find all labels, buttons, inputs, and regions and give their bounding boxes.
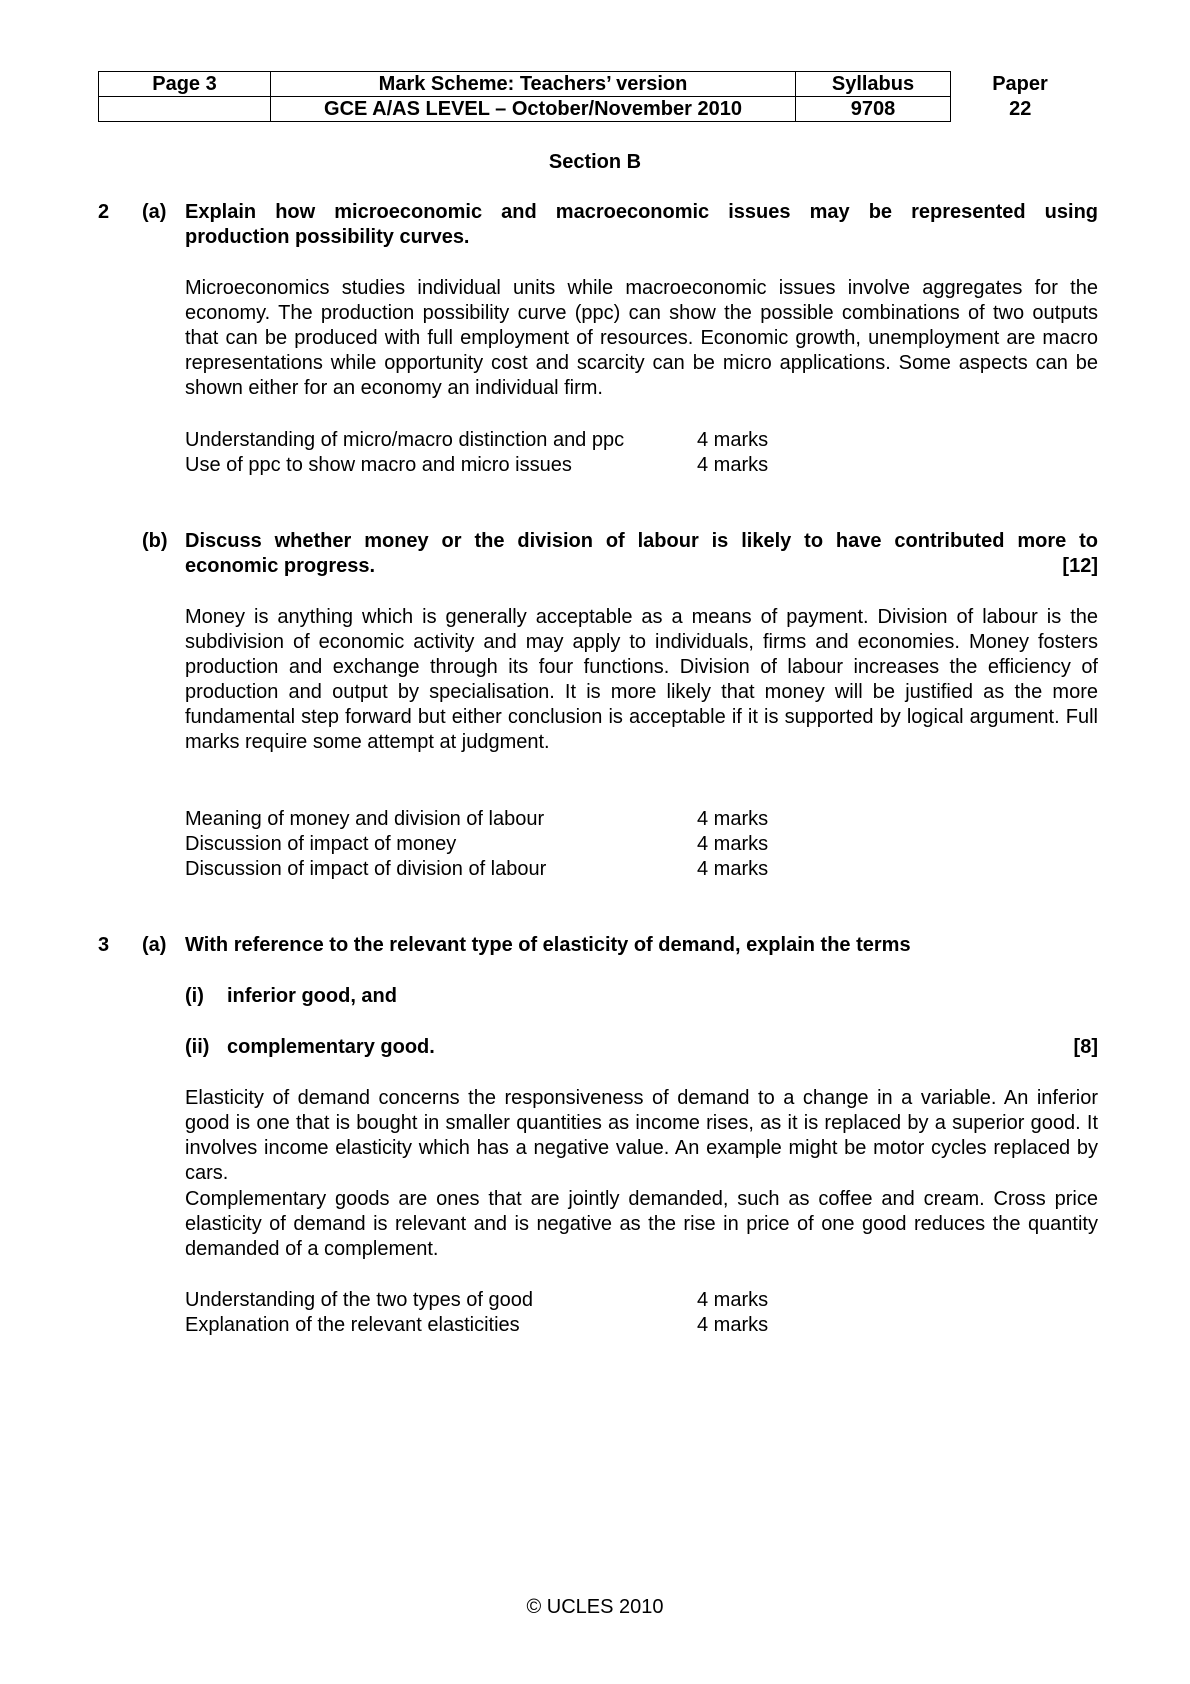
q2a-label: (a) (142, 201, 167, 223)
q2a-question-line2: production possibility curves. (185, 226, 470, 248)
mark-value: 4 marks (697, 833, 769, 855)
mark-value: 4 marks (697, 1314, 769, 1336)
section-title: Section B (548, 151, 642, 173)
q2b-question-line2: economic progress. (185, 555, 376, 577)
mark-criterion: Discussion of impact of division of labour (185, 858, 547, 880)
mark-value: 4 marks (697, 858, 769, 880)
q2a-question-line1: Explain how microeconomic and macroeconomic issues may be represented using (185, 201, 1098, 223)
q2a-answer: Microeconomics studies individual units while macroeconomic issues involve aggregates for the economy. The production possibility curve (ppc) can show the possible combinations of two outputs that can be produced with full employment of resources. Economic growth, unemployment are macro representations while opportunity cost and scarcity can be micro applications. Some aspects can be shown either for an economy an individual firm. (185, 277, 1098, 399)
header-paper-number: 22 (1009, 98, 1032, 120)
question-number-2: 2 (98, 201, 110, 223)
mark-criterion: Meaning of money and division of labour (185, 808, 545, 830)
q3a-answer-p2: Complementary goods are ones that are jointly demanded, such as coffee and cream. Cross price elasticity of demand is relevant and is negative as the rise in price of one good reduces the quantity demanded of a complement. (185, 1188, 1098, 1260)
mark-value: 4 marks (697, 1289, 769, 1311)
q3a-i-label: (i) (185, 985, 204, 1007)
q3a-answer-p1: Elasticity of demand concerns the responsiveness of demand to a change in a variable. An inferior good is one that is bought in smaller quantities as income rises, as it is replaced by a superior good. It involves income elasticity which has a negative value. An example might be motor cycles replaced by cars. (185, 1087, 1098, 1184)
header-empty-cell (99, 97, 271, 122)
q3a-ii-text: complementary good. (227, 1036, 435, 1058)
q3a-label: (a) (142, 934, 167, 956)
mark-value: 4 marks (697, 454, 769, 476)
question-number-3: 3 (98, 934, 110, 956)
header-exam: GCE A/AS LEVEL – October/November 2010 (271, 97, 796, 122)
q2b-question-line1: Discuss whether money or the division of labour is likely to have contributed more to (185, 530, 1098, 552)
header-syllabus-label: Syllabus (796, 72, 951, 97)
header-title: Mark Scheme: Teachers’ version (271, 72, 796, 97)
q3a-i-text: inferior good, and (227, 985, 397, 1007)
q2b-question-line2-row (185, 554, 1098, 579)
mark-value: 4 marks (697, 808, 769, 830)
mark-criterion: Discussion of impact of money (185, 833, 457, 855)
footer-copyright: © UCLES 2010 (526, 1596, 664, 1618)
q2b-total-marks: [12] (1062, 555, 1098, 577)
q3a-ii-label: (ii) (185, 1036, 210, 1058)
mark-criterion: Explanation of the relevant elasticities (185, 1314, 520, 1336)
mark-criterion: Use of ppc to show macro and micro issues (185, 454, 572, 476)
mark-value: 4 marks (697, 429, 769, 451)
q2b-answer: Money is anything which is generally acceptable as a means of payment. Division of labour is the subdivision of economic activity and may apply to individuals, firms and economies. Money fosters production and exchange through its four functions. Division of labour increases the efficiency of production and output by specialisation. It is more likely that money will be justified as the more fundamental step forward but either conclusion is acceptable if it is supported by logical argument. Full marks require some attempt at judgment. (185, 606, 1098, 753)
header-table (98, 71, 1090, 122)
q3a-question: With reference to the relevant type of elasticity of demand, explain the terms (185, 934, 911, 956)
q3a-total-marks: [8] (1073, 1036, 1098, 1058)
header-paper-label: Paper (992, 73, 1048, 95)
header-syllabus-code: 9708 (796, 97, 951, 122)
header-page: Page 3 (99, 72, 271, 97)
mark-criterion: Understanding of micro/macro distinction and ppc (185, 429, 625, 451)
q2b-label: (b) (142, 530, 168, 552)
mark-criterion: Understanding of the two types of good (185, 1289, 534, 1311)
